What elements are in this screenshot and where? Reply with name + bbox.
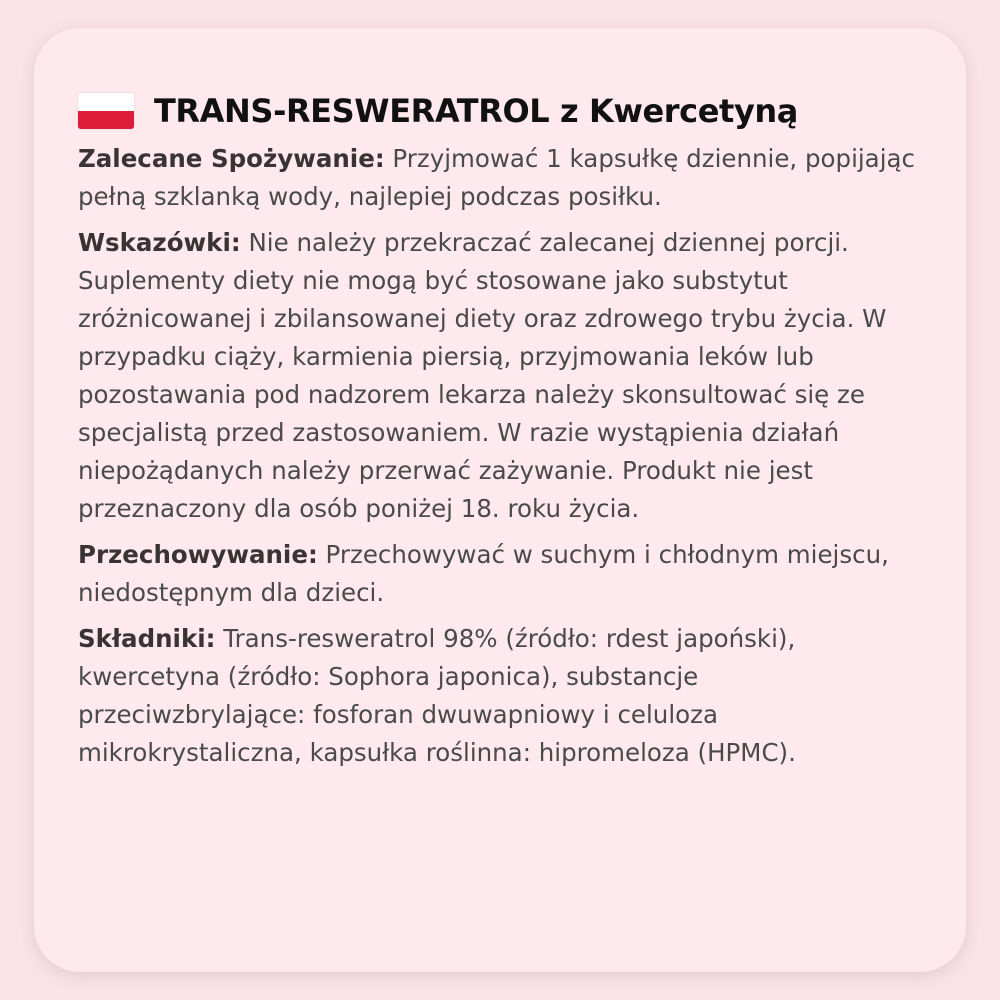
section-label: Wskazówki: <box>78 228 241 257</box>
section-text: Trans-resweratrol 98% (źródło: rdest japoński), kwercetyna (źródło: Sophora japonica), substancje przeciwzbrylające: fosforan dwuwapniowy i celuloza mikrokrystaliczna, kapsułka roślinna: hipromeloza (HPMC). <box>78 624 796 767</box>
section-label: Zalecane Spożywanie: <box>78 144 385 173</box>
section-recommended-use <box>78 140 926 216</box>
poland-flag-icon <box>78 93 134 129</box>
title-row <box>78 92 926 130</box>
section-text: Nie należy przekraczać zalecanej dziennej porcji. Suplementy diety nie mogą być stosowane jako substytut zróżnicowanej i zbilansowanej diety oraz zdrowego trybu życia. W przypadku ciąży, karmienia piersią, przyjmowania leków lub pozostawania pod nadzorem lekarza należy skonsultować się ze specjalistą przed zastosowaniem. W razie wystąpienia działań niepożądanych należy przerwać zażywanie. Produkt nie jest przeznaczony dla osób poniżej 18. roku życia. <box>78 228 887 523</box>
section-warnings <box>78 224 926 528</box>
info-card <box>34 28 966 972</box>
section-storage <box>78 536 926 612</box>
section-text: Przyjmować 1 kapsułkę dziennie, popijając pełną szklanką wody, najlepiej podczas posiłku. <box>78 144 915 211</box>
section-label: Składniki: <box>78 624 216 653</box>
section-ingredients <box>78 620 926 772</box>
product-title: TRANS-RESWERATROL z Kwercetyną <box>154 92 798 130</box>
section-text: Przechowywać w suchym i chłodnym miejscu, niedostępnym dla dzieci. <box>78 540 889 607</box>
section-label: Przechowywanie: <box>78 540 318 569</box>
